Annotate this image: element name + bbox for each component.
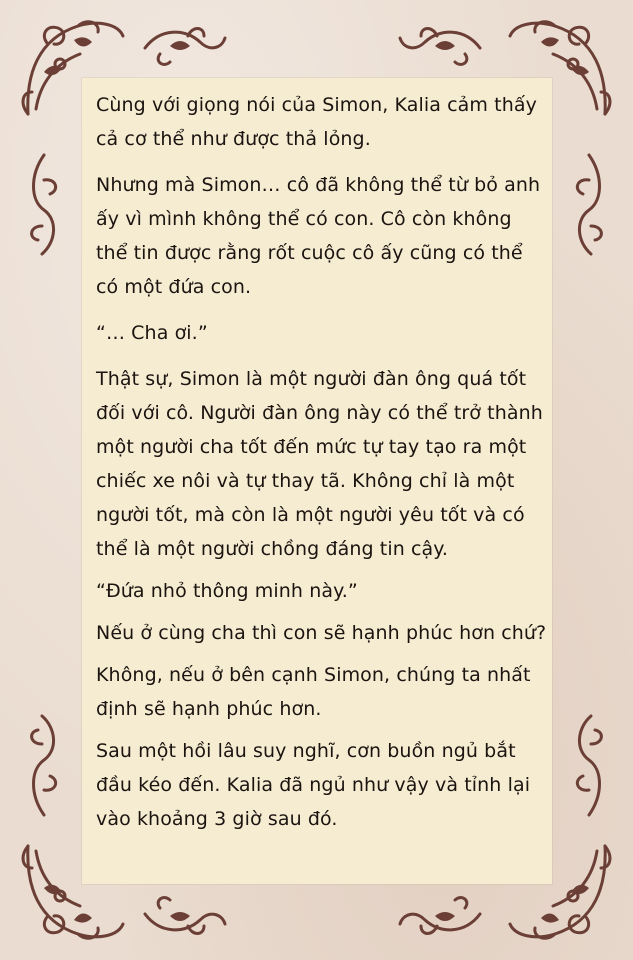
top-right-scroll-icon bbox=[395, 18, 485, 74]
paragraph: “… Cha ơi.” bbox=[96, 322, 208, 344]
right-upper-scroll-icon bbox=[565, 150, 613, 260]
bottom-right-scroll-icon bbox=[395, 888, 485, 944]
right-lower-scroll-icon bbox=[565, 710, 613, 820]
story-text bbox=[96, 88, 548, 836]
paragraph: Nhưng mà Simon… cô đã không thể từ bỏ anh ấy vì mình không thể có con. Cô còn không thể tin được rằng rốt cuộc cô ấy cũng có thể có một đứa con. bbox=[96, 174, 541, 298]
left-upper-scroll-icon bbox=[20, 150, 68, 260]
left-lower-scroll-icon bbox=[20, 710, 68, 820]
paragraph: Không, nếu ở bên cạnh Simon, chúng ta nhất định sẽ hạnh phúc hơn. bbox=[96, 664, 531, 720]
paragraph: Thật sự, Simon là một người đàn ông quá tốt đối với cô. Người đàn ông này có thể trở thành một người cha tốt đến mức tự tay tạo ra một chiếc xe nôi và tự thay tã. Không chỉ là một người tốt, mà còn là một người yêu tốt và có thể là một người chồng đáng tin cậy. bbox=[96, 368, 543, 560]
paragraph: Sau một hồi lâu suy nghĩ, cơn buồn ngủ bắt đầu kéo đến. Kalia đã ngủ như vậy và tỉnh lại vào khoảng 3 giờ sau đó. bbox=[96, 740, 531, 830]
top-left-scroll-icon bbox=[140, 18, 230, 74]
bottom-left-scroll-icon bbox=[140, 888, 230, 944]
paragraph: Nếu ở cùng cha thì con sẽ hạnh phúc hơn chứ? bbox=[96, 622, 547, 644]
paragraph: Cùng với giọng nói của Simon, Kalia cảm thấy cả cơ thể như được thả lỏng. bbox=[96, 94, 537, 150]
paragraph: “Đứa nhỏ thông minh này.” bbox=[96, 580, 358, 602]
